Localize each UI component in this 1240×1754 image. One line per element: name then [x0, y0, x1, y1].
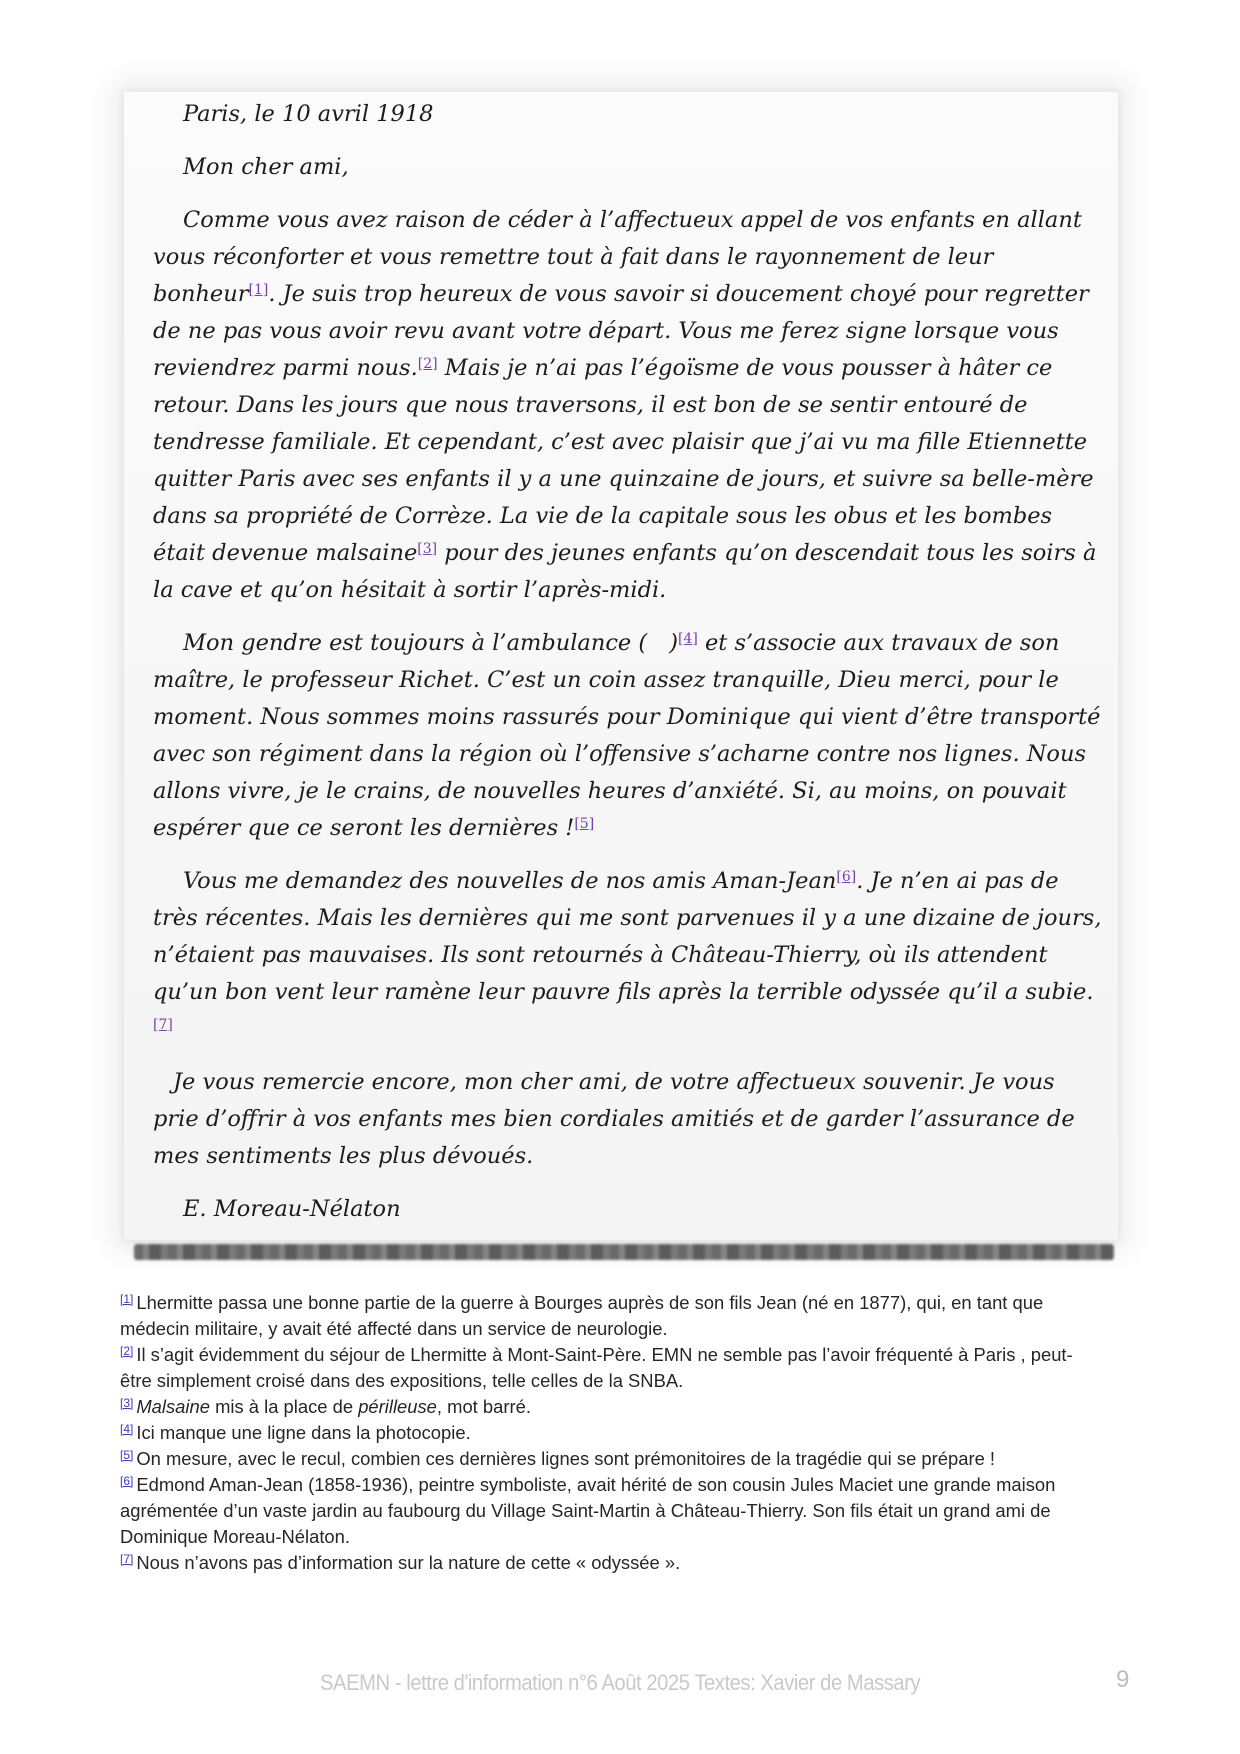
footnote-text: , mot barré.	[436, 1396, 531, 1417]
letter-dateline: Paris, le 10 avril 1918	[183, 101, 434, 127]
torn-paper-edge	[134, 1244, 1114, 1260]
footnote-text: mis à la place de	[209, 1396, 359, 1417]
footnote-6	[120, 1472, 1100, 1550]
footnote-ref-4[interactable]: [4]	[677, 631, 698, 647]
footnote-7	[120, 1550, 1100, 1576]
footnote-2	[120, 1342, 1100, 1394]
footnote-marker[interactable]: [6]	[120, 1474, 134, 1488]
footnote-marker[interactable]: [3]	[120, 1396, 134, 1410]
footnote-1	[120, 1290, 1100, 1342]
paragraph-text: Mais je n’ai pas l’égoïsme de vous pousser à hâter ce retour. Dans les jours que nous traversons, il est bon de se sentir entouré de tendresse familiale. Et cependant, c’est avec plaisir que j’ai vu ma fille Etiennette quitter Paris avec ses enfants il y a une quinzaine de jours, et suivre sa belle-mère dans sa propriété de Corrèze. La vie de la capitale sous les obus et les bombes était devenue malsaine	[153, 355, 1094, 566]
footnote-text: Lhermitte passa une bonne partie de la guerre à Bourges auprès de son fils Jean (né en 1877), qui, en tant que médecin militaire, y avait été affecté dans un service de neurologie.	[120, 1292, 1044, 1339]
footnote-5	[120, 1446, 1100, 1472]
footnote-ref-5[interactable]: [5]	[574, 816, 595, 832]
paragraph-text: . Je suis trop heureux de vous savoir si doucement choyé pour regretter de ne pas vous avoir revu avant votre départ. Vous me ferez signe lorsque vous reviendrez parmi nous.	[153, 281, 1089, 381]
footnotes-section	[120, 1290, 1100, 1576]
footnote-ref-6[interactable]: [6]	[836, 869, 857, 885]
paragraph-text: Mon gendre est toujours à l’ambulance (	[183, 630, 648, 656]
footnote-ref-7[interactable]: [7]	[153, 1017, 173, 1033]
footnote-ref-1[interactable]: [1]	[248, 282, 269, 298]
footnote-3	[120, 1394, 1100, 1420]
paragraph-text: Vous me demandez des nouvelles de nos amis Aman-Jean	[183, 868, 837, 894]
footnote-text: Ici manque une ligne dans la photocopie.	[136, 1422, 471, 1443]
footnote-marker[interactable]: [4]	[120, 1422, 134, 1436]
footnote-marker[interactable]: [5]	[120, 1448, 134, 1462]
letter-paragraph-3	[153, 863, 1103, 1048]
letter-paragraph-1	[153, 202, 1103, 609]
footnote-marker[interactable]: [2]	[120, 1344, 134, 1358]
letter-body	[153, 96, 1103, 1244]
paragraph-text: et s’associe aux travaux de son maître, le professeur Richet. C’est un coin assez tranquille, Dieu merci, pour le moment. Nous sommes moins rassurés pour Dominique qui vient d’être transporté avec son régiment dans la région où l’offensive s’acharne contre nos lignes. Nous allons vivre, je le crains, de nouvelles heures d’anxiété. Si, au moins, on pouvait espérer que ce seront les dernières !	[153, 630, 1101, 841]
footnote-text: On mesure, avec le recul, combien ces dernières lignes sont prémonitoires de la tragédie qui se prépare !	[136, 1448, 996, 1469]
paragraph-text: pour des jeunes enfants qu’on descendait tous les soirs à la cave et qu’on hésitait à sortir l’après-midi.	[153, 540, 1097, 603]
footnote-ref-2[interactable]: [2]	[417, 356, 438, 372]
footnote-italic-word: périlleuse	[358, 1396, 437, 1417]
paragraph-text: )	[669, 630, 678, 656]
page-footer	[0, 1662, 1240, 1702]
footnote-text: Edmond Aman-Jean (1858-1936), peintre symboliste, avait hérité de son cousin Jules Maciet une grande maison agrémentée d’un vaste jardin au faubourg du Village Saint-Martin à Château-Thierry. Son fils était un grand ami de Dominique Moreau-Nélaton.	[120, 1474, 1056, 1547]
paragraph-text: Comme vous avez raison de céder à l’affectueux appel de vos enfants en allant vous réconforter et vous remettre tout à fait dans le rayonnement de leur bonheur	[153, 207, 1082, 307]
footnote-ref-3[interactable]: [3]	[417, 541, 438, 557]
footer-credits: SAEMN - lettre d'information n°6 Août 2025 Textes: Xavier de Massary	[320, 1670, 921, 1695]
letter-salutation: Mon cher ami,	[183, 154, 349, 180]
footnote-4	[120, 1420, 1100, 1446]
page-number: 9	[1116, 1666, 1130, 1693]
letter-paragraph-2	[153, 625, 1103, 847]
footnote-text: Il s’agit évidemment du séjour de Lhermitte à Mont-Saint-Père. EMN ne semble pas l’avoir fréquenté à Paris , peut-être simplement croisé dans des expositions, telle celles de la SNBA.	[120, 1344, 1073, 1391]
letter-paragraph-4: Je vous remercie encore, mon cher ami, de votre affectueux souvenir. Je vous prie d’offrir à vos enfants mes bien cordiales amitiés et de garder l’assurance de mes sentiments les plus dévoués.	[153, 1069, 1075, 1169]
paragraph-text: . Je n’en ai pas de très récentes. Mais les dernières qui me sont parvenues il y a une dizaine de jours, n’étaient pas mauvaises. Ils sont retournés à Château-Thierry, où ils attendent qu’un bon vent leur ramène leur pauvre fils après la terrible odyssée qu’il a subie.	[153, 868, 1102, 1005]
footnote-marker[interactable]: [7]	[120, 1552, 134, 1566]
footnote-marker[interactable]: [1]	[120, 1292, 134, 1306]
letter-signature: E. Moreau-Nélaton	[183, 1196, 401, 1222]
footnote-italic-word: Malsaine	[136, 1396, 210, 1417]
footnote-text: Nous n’avons pas d’information sur la nature de cette « odyssée ».	[136, 1552, 681, 1573]
